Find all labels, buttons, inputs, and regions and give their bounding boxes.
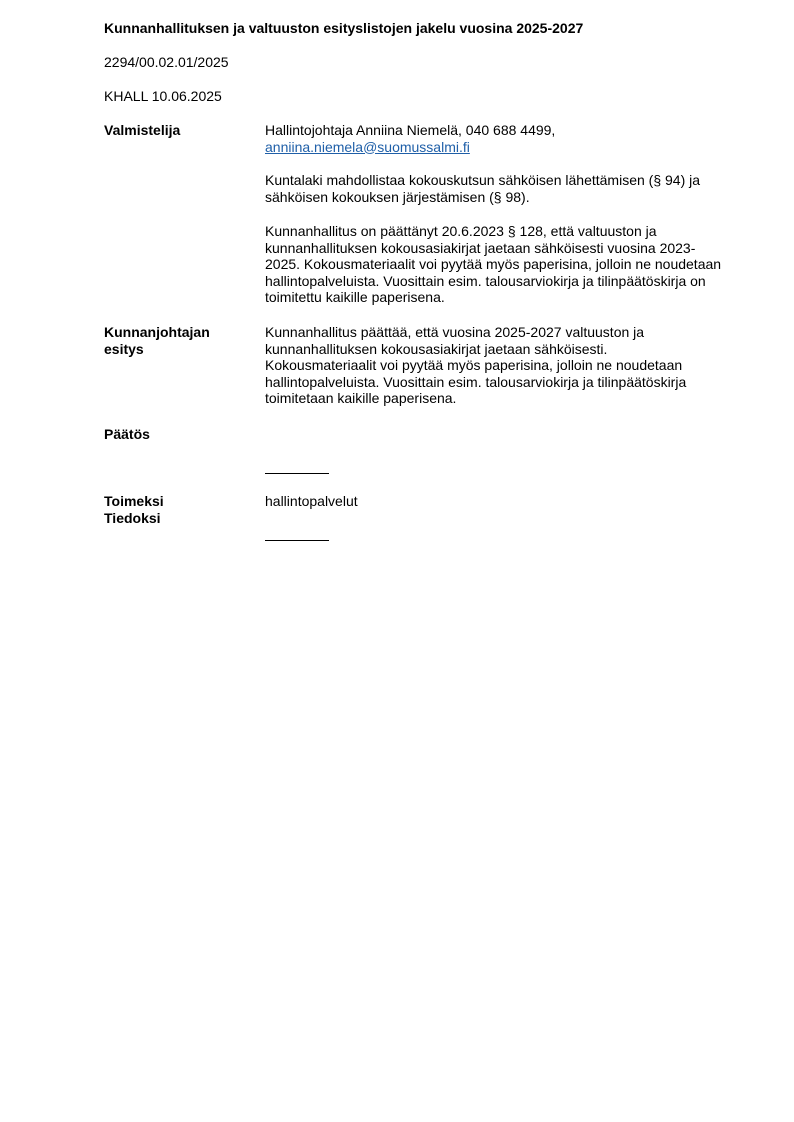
email-line [265, 139, 730, 156]
esitys-text: Kunnanhallitus päättää, että vuosina 2025-2027 valtuuston ja kunnanhallituksen kokousasiakirjat jaetaan sähköisesti. Kokousmateriaalit voi pyytää myös paperisina, jolloin ne noudetaan hallintopalveluista. Vuosittain esim. talousarviokirja ja tilinpäätöskirja toimitetaan kaikille paperisena. [265, 324, 687, 406]
paatos-divider [265, 473, 329, 474]
valmistelija-label: Valmistelija [104, 122, 181, 138]
document-title: Kunnanhallituksen ja valtuuston esityslistojen jakelu vuosina 2025-2027 [104, 20, 584, 36]
esitys-label [104, 324, 254, 357]
esitys-label-line2: esitys [104, 340, 144, 357]
tiedoksi-label-line2: Tiedoksi [104, 509, 161, 526]
toimeksi-divider [265, 540, 329, 541]
esitys-label-line1: Kunnanjohtajan [104, 324, 210, 340]
toimeksi-label [104, 493, 254, 526]
toimeksi-value: hallintopalvelut [265, 493, 358, 509]
reference-number: 2294/00.02.01/2025 [104, 54, 229, 70]
toimeksi-label-line1: Toimeksi [104, 493, 164, 509]
valmistelija-paragraph-2: Kunnanhallitus on päättänyt 20.6.2023 § 128, että valtuuston ja kunnanhallituksen kokousasiakirjat jaetaan sähköisesti vuosina 2023-2025. Kokousmateriaalit voi pyytää myös paperisina, jolloin ne noudetaan hallintopalveluista. Vuosittain esim. talousarviokirja ja tilinpäätöskirja on toimitettu kaikille paperisena. [265, 223, 722, 305]
preparer-line: Hallintojohtaja Anniina Niemelä, 040 688 4499, [265, 122, 556, 138]
meeting-date: KHALL 10.06.2025 [104, 88, 222, 104]
valmistelija-content [265, 122, 730, 155]
email-link[interactable]: anniina.niemela@suomussalmi.fi [265, 138, 470, 155]
paatos-label: Päätös [104, 426, 150, 442]
valmistelija-paragraph-1: Kuntalaki mahdollistaa kokouskutsun sähköisen lähettämisen (§ 94) ja sähköisen kokouksen järjestämisen (§ 98). [265, 172, 701, 205]
